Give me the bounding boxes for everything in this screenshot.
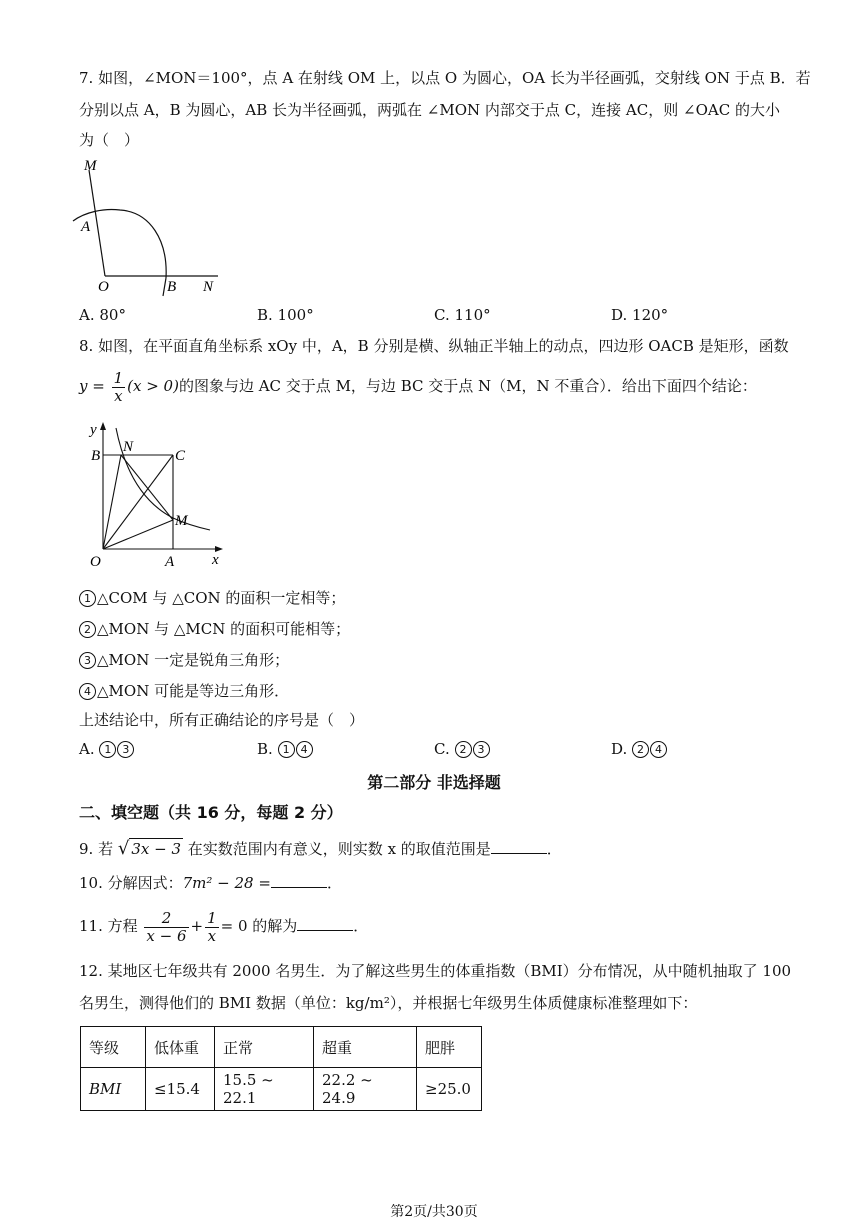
- table-header-cell: 超重: [314, 1027, 417, 1068]
- q7-line3: 为（ ）: [79, 131, 140, 149]
- q7-option-d: D. 120°: [611, 306, 669, 324]
- q8-line2-rest: 的图象与边 AC 交于点 M，与边 BC 交于点 N（M，N 不重合）．给出下面四个结论：: [178, 377, 757, 395]
- q10-line: 10. 分解因式：7m² − 28 = ．: [79, 874, 342, 892]
- q8-label-C: C: [175, 448, 186, 464]
- q11-line: 11. 方程 $\frac{2}{x - 6}$ + $\frac{1}{x}$ = 0 的解为 ．: [79, 908, 369, 945]
- q7-option-b: B. 100°: [257, 306, 314, 324]
- q7-line1: 7. 如图，∠MON＝100°，点 A 在射线 OM 上，以点 O 为圆心，OA 长为半径画弧，交射线 ON 于点 B．若: [79, 69, 811, 87]
- table-cell: ≥25.0: [417, 1068, 482, 1111]
- q8-option-b: B. 1 4: [257, 740, 314, 758]
- q8-conclusion-2: 2 △MON 与 △MCN 的面积可能相等；: [79, 619, 350, 639]
- table-header-cell: 正常: [215, 1027, 314, 1068]
- table-header-cell: 低体重: [146, 1027, 215, 1068]
- q8-label-A: A: [165, 554, 175, 570]
- q11-fraction-1: $\frac{2}{x - 6}$: [146, 908, 187, 945]
- q8-line2: [79, 368, 757, 405]
- q8-func-prefix: y =: [79, 377, 105, 395]
- q8-figure: [76, 418, 226, 570]
- table-header-cell: 肥胖: [417, 1027, 482, 1068]
- q7-label-B: B: [167, 279, 177, 295]
- q8-conclusion-3: 3 △MON 一定是锐角三角形；: [79, 650, 289, 670]
- part2-title: 第二部分 非选择题: [367, 773, 501, 792]
- q8-label-O: O: [90, 554, 101, 570]
- q8-option-d: D. 2 4: [611, 740, 668, 758]
- q8-line1: 8. 如图，在平面直角坐标系 xOy 中，A，B 分别是横、纵轴正半轴上的动点，四边形 OACB 是矩形，函数: [79, 337, 789, 355]
- q7-figure: [70, 150, 230, 298]
- q9-radicand: 3x − 3: [131, 840, 182, 858]
- q8-label-B: B: [91, 448, 101, 464]
- q7-label-O: O: [98, 279, 109, 295]
- table-cell: 15.5 ~ 22.1: [215, 1068, 314, 1111]
- q8-label-x: x: [212, 552, 219, 568]
- q11-answer-blank: [297, 916, 353, 931]
- page-footer: 第2页/共30页: [390, 1204, 478, 1220]
- q8-label-N: N: [123, 439, 134, 455]
- q9-line: 9. 若 √ 3x − 3 在实数范围内有意义，则实数 x 的取值范围是 ．: [79, 838, 562, 859]
- table-cell: 22.2 ~ 24.9: [314, 1068, 417, 1111]
- q7-option-c: C. 110°: [434, 306, 491, 324]
- q7-option-a: A. 80°: [79, 306, 126, 324]
- q9-answer-blank: [491, 839, 547, 854]
- section-title: 二、填空题（共 16 分，每题 2 分）: [79, 803, 343, 822]
- q8-func-cond: (x > 0): [127, 377, 179, 395]
- q7-label-N: N: [203, 279, 214, 295]
- table-row: [81, 1068, 482, 1111]
- q8-conclusion-4: 4 △MON 可能是等边三角形．: [79, 681, 289, 701]
- q10-expr: 7m² − 28 =: [182, 874, 271, 892]
- q8-ask: 上述结论中，所有正确结论的序号是（ ）: [79, 711, 365, 729]
- q8-label-M: M: [175, 513, 188, 529]
- q10-answer-blank: [271, 873, 327, 888]
- table-cell: BMI: [81, 1068, 146, 1111]
- q8-option-c: C. 2 3: [434, 740, 491, 758]
- bmi-table: [80, 1026, 482, 1111]
- q8-label-y: y: [90, 422, 97, 438]
- q8-func-fraction: $\frac{1}{x}$: [113, 368, 124, 405]
- q11-fraction-2: $\frac{1}{x}$: [207, 908, 217, 945]
- table-row: [81, 1027, 482, 1068]
- q8-conclusion-1: 1 △COM 与 △CON 的面积一定相等；: [79, 588, 345, 608]
- q8-option-a: A. 1 3: [79, 740, 135, 758]
- q7-line2: 分别以点 A，B 为圆心，AB 长为半径画弧，两弧在 ∠MON 内部交于点 C，连接 AC，则 ∠OAC 的大小: [79, 101, 780, 119]
- table-header-cell: 等级: [81, 1027, 146, 1068]
- q12-line2: 名男生，测得他们的 BMI 数据（单位：kg/m²），并根据七年级男生体质健康标准整理如下：: [79, 994, 698, 1012]
- q7-label-M: M: [84, 158, 97, 174]
- q7-label-A: A: [81, 219, 91, 235]
- q12-line1: 12. 某地区七年级共有 2000 名男生．为了解这些男生的体重指数（BMI）分布情况，从中随机抽取了 100: [79, 962, 792, 980]
- table-cell: ≤15.4: [146, 1068, 215, 1111]
